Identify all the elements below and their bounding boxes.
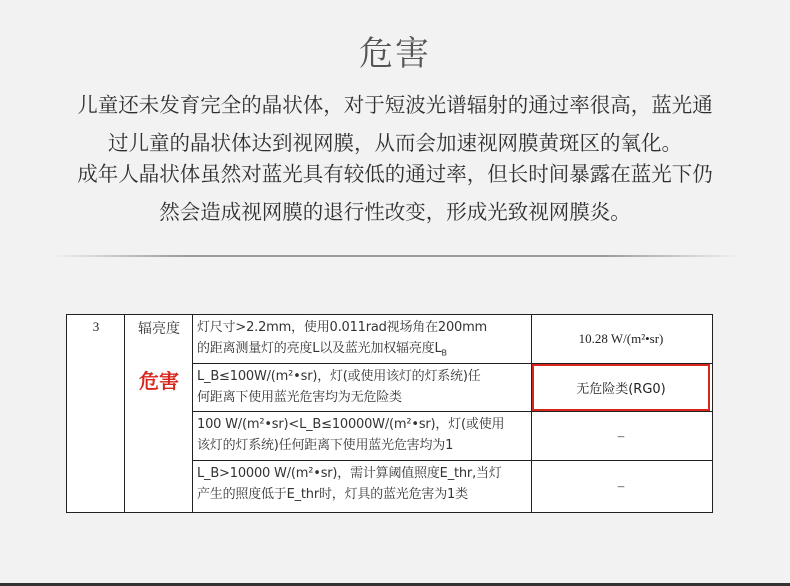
table-row [193, 412, 531, 460]
row-number: 3 [92, 319, 100, 334]
condition-text: L_B≤100W/(m²•sr)，灯(或使用该灯的灯系统)任 [197, 369, 481, 384]
paragraph-line: 成年人晶状体虽然对蓝光具有较低的通过率，但长时间暴露在蓝光下仍 [77, 162, 713, 186]
result-value: – [617, 428, 625, 443]
hazard-overlay-label: 危害 [139, 369, 179, 393]
paragraph-children [0, 86, 790, 162]
condition-text: 的距离测量灯的亮度L以及蓝光加权辐亮度$L_B$ [197, 341, 447, 358]
table-row [193, 315, 531, 363]
paragraph-adults [0, 155, 790, 231]
table-row [193, 461, 531, 510]
paragraph-line: 然会造成视网膜的退行性改变，形成光致视网膜炎。 [159, 200, 631, 224]
condition-text: 何距离下使用蓝光危害均为无危险类 [197, 390, 402, 405]
result-value: – [617, 477, 625, 493]
condition-text: L_B>10000 W/(m²•sr)，需计算阈值照度E_thr,当灯 [197, 466, 502, 481]
paragraph-line: 儿童还未发育完全的晶状体，对于短波光谱辐射的通过率很高，蓝光通 [77, 93, 713, 117]
page-title: 危害 [359, 34, 431, 74]
condition-text: 灯尺寸>2.2mm，使用0.011rad视场角在200mm [197, 320, 488, 335]
section-divider [50, 255, 740, 257]
blue-light-hazard-table [66, 314, 713, 513]
result-value: 10.28 W/(m²•sr) [578, 331, 664, 346]
table-divider [124, 315, 125, 512]
table-row [193, 364, 531, 411]
condition-text: 该灯的灯系统)任何距离下使用蓝光危害均为1 [197, 438, 454, 453]
category-label: 辐亮度 [138, 321, 180, 337]
condition-text: 100 W/(m²•sr)<L_B≤10000W/(m²•sr)，灯(或使用 [197, 417, 505, 432]
condition-text: 产生的照度低于E_thr时，灯具的蓝光危害为1类 [197, 487, 468, 502]
paragraph-line: 过儿童的晶状体达到视网膜，从而会加速视网膜黄斑区的氧化。 [108, 131, 682, 155]
result-value-highlighted: 无危险类(RG0) [532, 364, 710, 411]
